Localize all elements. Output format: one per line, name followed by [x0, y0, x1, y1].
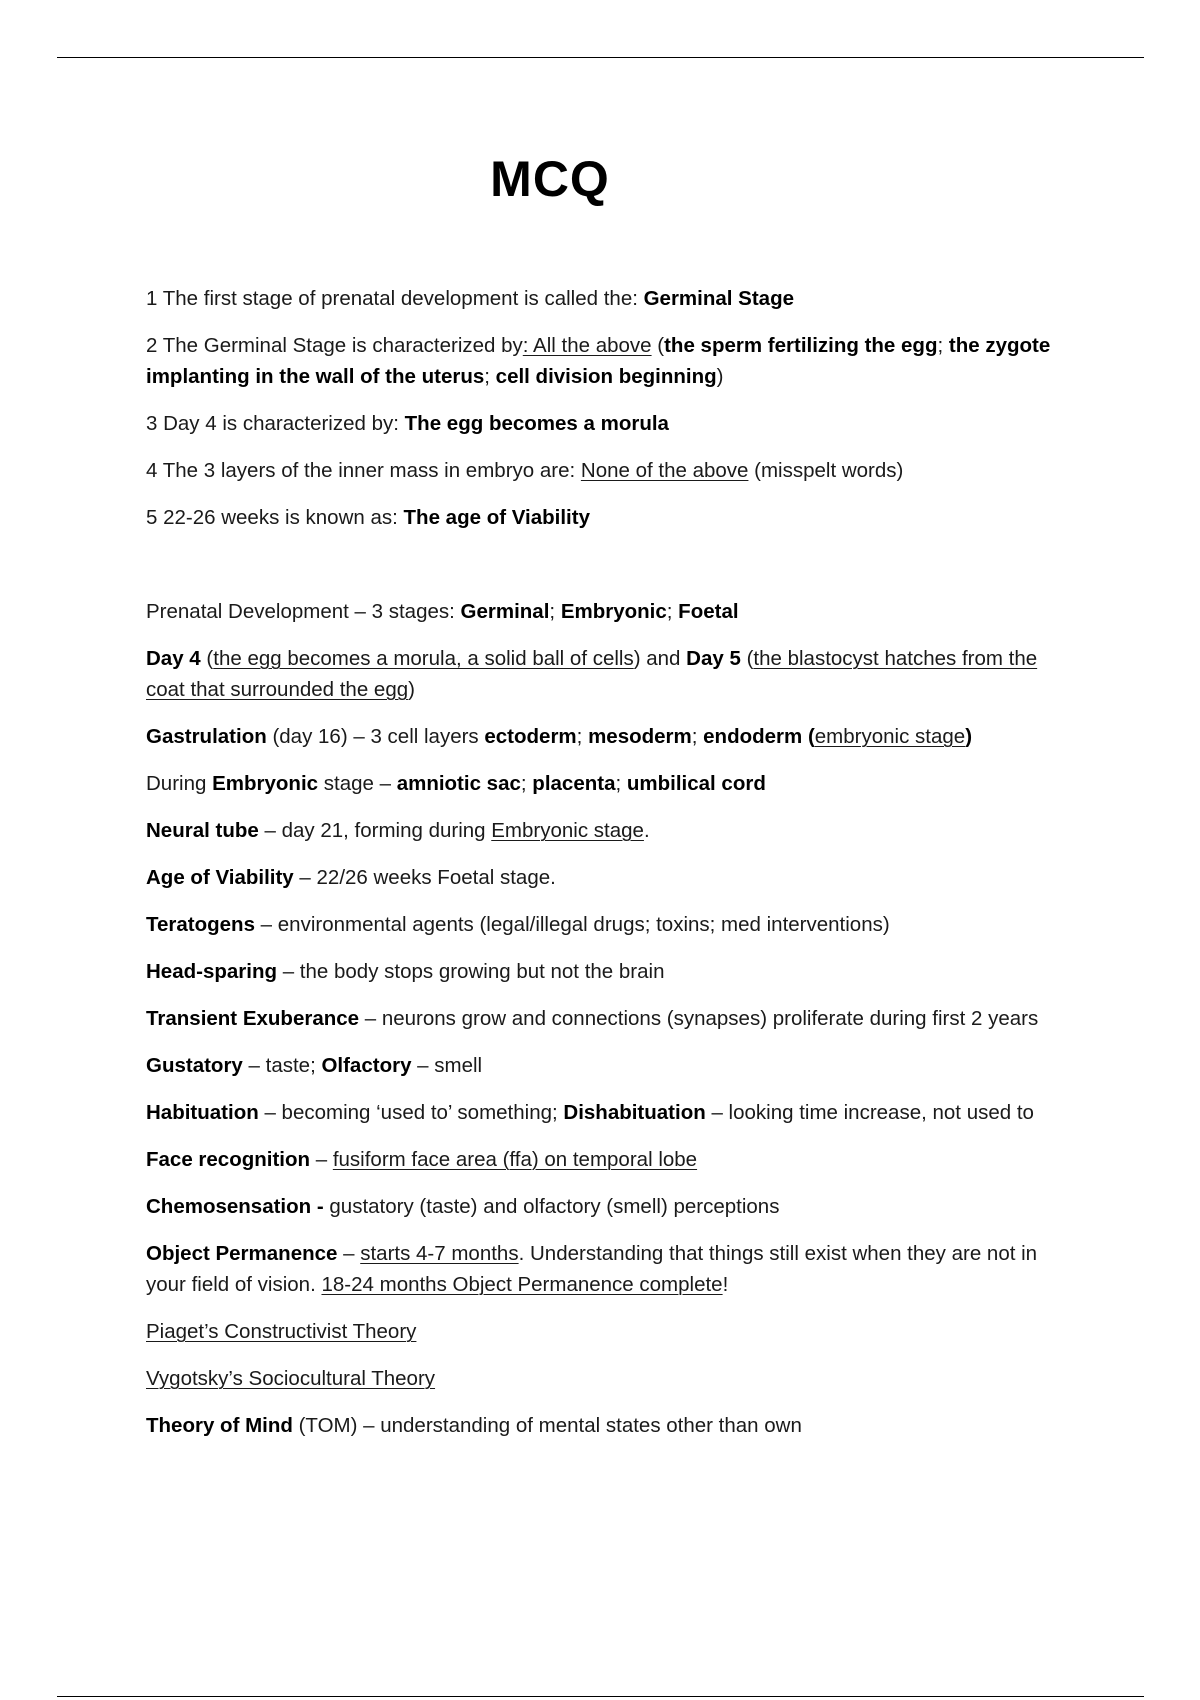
section-gap [146, 549, 1056, 596]
document-body [146, 283, 1056, 1457]
note-face-recognition: Face recognition – fusiform face area (ffa) on temporal lobe [146, 1148, 698, 1171]
page-title: MCQ [490, 151, 610, 207]
note-theory-of-mind: Theory of Mind (TOM) – understanding of mental states other than own [146, 1414, 802, 1437]
mcq-item-3: 3 Day 4 is characterized by: The egg becomes a morula [146, 412, 669, 435]
mcq-item-4: 4 The 3 layers of the inner mass in embryo are: None of the above (misspelt words) [146, 459, 904, 482]
note-chemosensation: Chemosensation - gustatory (taste) and olfactory (smell) perceptions [146, 1195, 780, 1218]
mcq-answer: The egg becomes a morula [404, 412, 669, 435]
note-days: Day 4 (the egg becomes a morula, a solid ball of cells) and Day 5 (the blastocyst hatches from the coat that surrounded the egg) [146, 647, 1038, 701]
note-gastrulation: Gastrulation (day 16) – 3 cell layers ectoderm; mesoderm; endoderm (embryonic stage) [146, 725, 973, 748]
note-vygotsky: Vygotsky’s Sociocultural Theory [146, 1367, 436, 1390]
mcq-item-2: 2 The Germinal Stage is characterized by: All the above (the sperm fertilizing the egg; the zygote implanting in the wall of the uterus; cell division beginning) [146, 334, 1051, 388]
mcq-item-1: 1 The first stage of prenatal development is called the: Germinal Stage [146, 287, 794, 310]
note-object-permanence: Object Permanence – starts 4-7 months. Understanding that things still exist when they are not in your field of vision. 18-24 months Object Permanence complete! [146, 1242, 1038, 1296]
note-prenatal: Prenatal Development – 3 stages: Germinal; Embryonic; Foetal [146, 600, 739, 623]
note-teratogens: Teratogens – environmental agents (legal/illegal drugs; toxins; med interventions) [146, 913, 890, 936]
mcq-answer: Germinal Stage [643, 287, 794, 310]
note-embryonic: During Embryonic stage – amniotic sac; placenta; umbilical cord [146, 772, 766, 795]
note-senses: Gustatory – taste; Olfactory – smell [146, 1054, 483, 1077]
note-head-sparing: Head-sparing – the body stops growing but not the brain [146, 960, 665, 983]
note-neural-tube: Neural tube – day 21, forming during Embryonic stage. [146, 819, 650, 842]
note-transient-exuberance: Transient Exuberance – neurons grow and connections (synapses) proliferate during first 2 years [146, 1007, 1039, 1030]
note-piaget: Piaget’s Constructivist Theory [146, 1320, 417, 1343]
top-rule [57, 57, 1144, 58]
mcq-answer: : All the above [522, 334, 652, 357]
note-habituation: Habituation – becoming ‘used to’ something; Dishabituation – looking time increase, not used to [146, 1101, 1034, 1124]
note-viability: Age of Viability – 22/26 weeks Foetal stage. [146, 866, 556, 889]
mcq-item-5: 5 22-26 weeks is known as: The age of Viability [146, 506, 590, 529]
mcq-answer: The age of Viability [403, 506, 590, 529]
bottom-rule [57, 1696, 1144, 1697]
mcq-answer: None of the above [580, 459, 749, 482]
